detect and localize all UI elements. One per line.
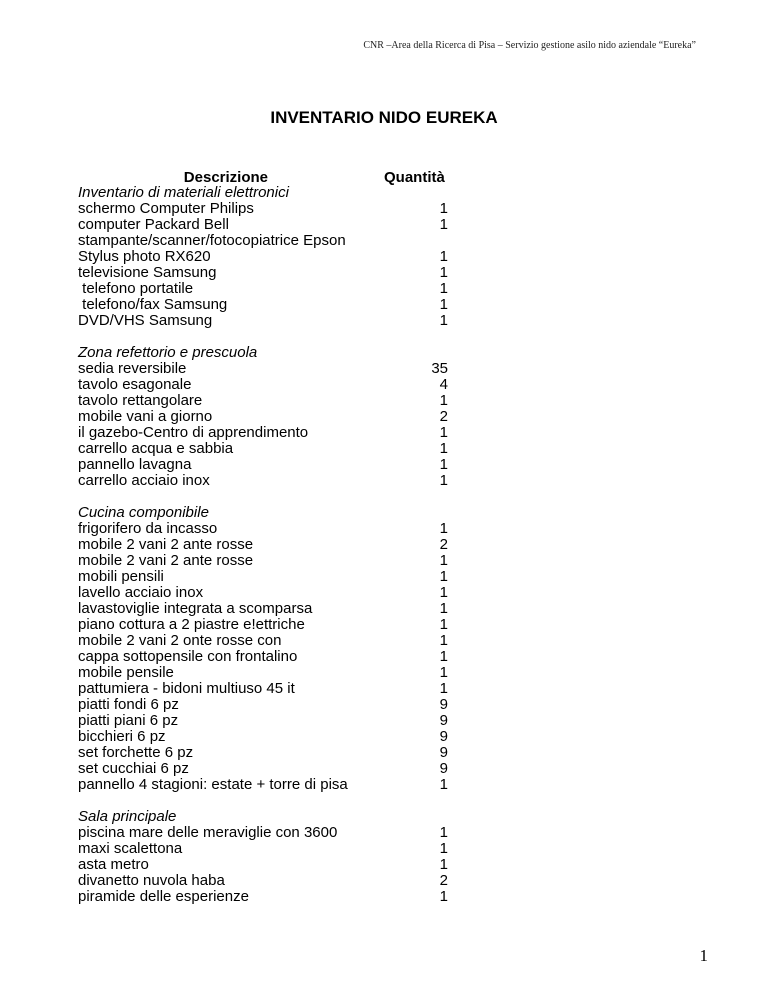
inventory-row <box>78 873 458 889</box>
item-quantity: 9 <box>439 696 448 713</box>
inventory-row <box>78 361 458 377</box>
item-description: sedia reversibile <box>78 360 187 377</box>
inventory-row <box>78 697 458 713</box>
item-description: mobile pensile <box>78 664 174 681</box>
item-quantity: 1 <box>439 584 448 601</box>
item-description: piramide delle esperienze <box>78 888 249 905</box>
item-description: pannello lavagna <box>78 456 192 473</box>
item-description: set cucchiai 6 pz <box>78 760 189 777</box>
item-quantity: 35 <box>431 360 448 377</box>
document-title: INVENTARIO NIDO EUREKA <box>270 108 498 127</box>
item-description: bicchieri 6 pz <box>78 728 166 745</box>
item-description: mobile 2 vani 2 ante rosse <box>78 536 254 553</box>
item-description: piatti fondi 6 pz <box>78 696 179 713</box>
inventory-section <box>78 809 458 905</box>
item-description: piatti piani 6 pz <box>78 712 179 729</box>
inventory-row <box>78 281 458 297</box>
item-quantity: 1 <box>439 248 448 265</box>
item-quantity: 2 <box>439 536 448 553</box>
inventory-row <box>78 889 458 905</box>
item-quantity: 9 <box>439 760 448 777</box>
inventory-row <box>78 681 458 697</box>
item-quantity: 1 <box>439 472 448 489</box>
inventory-row <box>78 633 458 649</box>
section-title: Inventario di materiali elettronici <box>78 184 289 201</box>
item-quantity: 1 <box>439 424 448 441</box>
item-quantity: 9 <box>439 712 448 729</box>
item-description: tavolo esagonale <box>78 376 192 393</box>
item-quantity: 1 <box>439 600 448 617</box>
inventory-row <box>78 473 458 489</box>
inventory-row <box>78 729 458 745</box>
inventory-row <box>78 537 458 553</box>
inventory-row <box>78 745 458 761</box>
item-quantity: 1 <box>439 296 448 313</box>
item-quantity: 1 <box>439 632 448 649</box>
inventory-row <box>78 297 458 313</box>
item-quantity: 1 <box>439 888 448 905</box>
inventory-row <box>78 777 458 793</box>
inventory-row <box>78 841 458 857</box>
item-description: piano cottura a 2 piastre e!ettriche <box>78 616 305 633</box>
item-description: telefono/fax Samsung <box>78 296 228 313</box>
item-description: DVD/VHS Samsung <box>78 312 213 329</box>
item-quantity: 1 <box>439 456 448 473</box>
inventory-row <box>78 761 458 777</box>
item-description: stampante/scanner/fotocopiatrice Epson <box>78 232 346 249</box>
item-quantity: 1 <box>439 280 448 297</box>
item-description: computer Packard Bell <box>78 216 229 233</box>
inventory-row <box>78 521 458 537</box>
item-quantity: 1 <box>439 392 448 409</box>
item-description: schermo Computer Philips <box>78 200 254 217</box>
item-description: lavastoviglie integrata a scomparsa <box>78 600 313 617</box>
item-description: mobile vani a giorno <box>78 408 213 425</box>
column-header-description: Descrizione <box>183 169 268 186</box>
item-quantity: 9 <box>439 744 448 761</box>
item-quantity: 1 <box>439 312 448 329</box>
inventory-row <box>78 313 458 329</box>
running-header: CNR –Area della Ricerca di Pisa – Servizio gestione asilo nido aziendale “Eureka” <box>363 40 696 51</box>
inventory-row <box>78 457 458 473</box>
inventory-row <box>78 265 458 281</box>
inventory-row <box>78 201 458 217</box>
item-description: carrello acqua e sabbia <box>78 440 234 457</box>
item-description: set forchette 6 pz <box>78 744 194 761</box>
item-quantity: 1 <box>439 264 448 281</box>
section-title: Cucina componibile <box>78 504 209 521</box>
inventory-row <box>78 569 458 585</box>
item-description: Stylus photo RX620 <box>78 248 211 265</box>
item-description: mobile 2 vani 2 ante rosse <box>78 552 254 569</box>
item-description: maxi scalettona <box>78 840 183 857</box>
item-quantity: 1 <box>439 440 448 457</box>
item-quantity: 1 <box>439 776 448 793</box>
column-header-quantity: Quantità <box>384 169 445 186</box>
inventory-row <box>78 425 458 441</box>
item-quantity: 1 <box>439 824 448 841</box>
inventory-row <box>78 441 458 457</box>
inventory-row <box>78 585 458 601</box>
item-description: il gazebo-Centro di apprendimento <box>78 424 309 441</box>
inventory-row <box>78 617 458 633</box>
item-description: tavolo rettangolare <box>78 392 203 409</box>
item-quantity <box>408 233 458 249</box>
item-quantity: 1 <box>439 664 448 681</box>
inventory-row <box>78 409 458 425</box>
item-description: televisione Samsung <box>78 264 217 281</box>
item-quantity: 2 <box>439 872 448 889</box>
item-description: lavello acciaio inox <box>78 584 204 601</box>
item-description: telefono portatile <box>78 280 194 297</box>
inventory-section <box>78 345 458 489</box>
item-quantity: 1 <box>439 552 448 569</box>
item-quantity: 4 <box>439 376 448 393</box>
item-quantity: 1 <box>439 616 448 633</box>
inventory-row <box>78 249 458 265</box>
item-quantity: 1 <box>439 200 448 217</box>
item-description: pannello 4 stagioni: estate + torre di pisa <box>78 776 348 793</box>
inventory-row <box>78 825 458 841</box>
item-description: piscina mare delle meraviglie con 3600 <box>78 824 338 841</box>
item-description: frigorifero da incasso <box>78 520 218 537</box>
item-description: divanetto nuvola haba <box>78 872 225 889</box>
item-quantity: 1 <box>439 520 448 537</box>
section-title: Sala principale <box>78 808 177 825</box>
item-quantity: 9 <box>439 728 448 745</box>
inventory-row <box>78 857 458 873</box>
item-description: mobili pensili <box>78 568 164 585</box>
item-quantity: 1 <box>439 216 448 233</box>
item-description: cappa sottopensile con frontalino <box>78 648 298 665</box>
inventory-row <box>78 649 458 665</box>
item-quantity: 1 <box>439 856 448 873</box>
item-description: mobile 2 vani 2 onte rosse con <box>78 632 282 649</box>
inventory-row <box>78 393 458 409</box>
inventory-row <box>78 217 458 233</box>
inventory-row <box>78 233 458 249</box>
inventory-row <box>78 665 458 681</box>
section-title: Zona refettorio e prescuola <box>78 344 258 361</box>
item-description: carrello acciaio inox <box>78 472 210 489</box>
inventory-row <box>78 601 458 617</box>
item-quantity: 1 <box>439 648 448 665</box>
item-quantity: 1 <box>439 840 448 857</box>
item-quantity: 1 <box>439 680 448 697</box>
page-number: 1 <box>699 946 708 965</box>
inventory-row <box>78 713 458 729</box>
inventory-section <box>78 505 458 793</box>
item-description: pattumiera - bidoni multiuso 45 it <box>78 680 295 697</box>
inventory-list <box>78 185 458 905</box>
item-quantity: 1 <box>439 568 448 585</box>
inventory-row <box>78 377 458 393</box>
item-quantity: 2 <box>439 408 448 425</box>
inventory-row <box>78 553 458 569</box>
inventory-section <box>78 185 458 329</box>
item-description: asta metro <box>78 856 149 873</box>
